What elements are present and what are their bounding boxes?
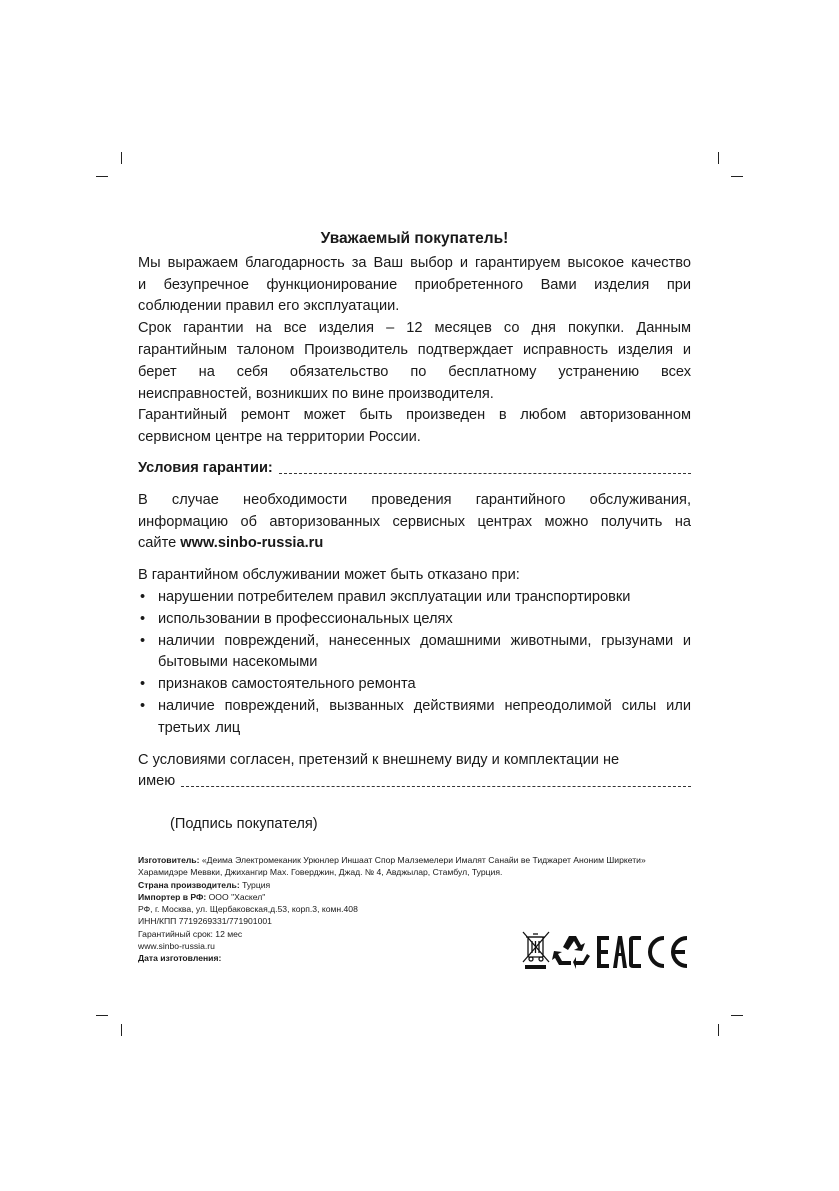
footer-site: www.sinbo-russia.ru <box>138 941 215 952</box>
bullet: • <box>140 632 146 649</box>
recycle-icon <box>552 936 590 969</box>
intro-paragraph-2 <box>138 318 691 405</box>
bullet: • <box>140 676 146 693</box>
conditions-heading-row <box>138 458 691 480</box>
text-line: гарантийным талоном Производитель подтверждает исправность изделия и <box>138 341 691 358</box>
list-item: • использовании в профессиональных целях <box>138 609 691 631</box>
certification-marks <box>521 930 691 974</box>
site-prefix: сайте <box>138 535 177 552</box>
service-site-link[interactable]: www.sinbo-russia.ru <box>180 535 324 552</box>
crop-mark <box>718 1024 719 1036</box>
text-line: информацию об авторизованных сервисных центрах можно получить на <box>138 513 691 530</box>
text-line <box>138 533 691 555</box>
crop-mark <box>96 176 108 177</box>
dashed-leader <box>279 473 691 474</box>
list-item: • наличие повреждений, вызванных действиями непреодолимой силы или третьих лиц <box>140 697 691 736</box>
signature-label: (Подпись покупателя) <box>170 816 318 833</box>
bullet: • <box>140 697 146 714</box>
manufacture-date-label: Дата изготовления: <box>138 953 222 964</box>
text-line: Срок гарантии на все изделия – 12 месяцев со дня покупки. Данным <box>138 320 691 337</box>
importer-info: Импортер в РФ: ООО "Хаскел" <box>138 891 266 902</box>
text-line: сервисном центре на территории России. <box>138 429 421 446</box>
eac-mark-icon <box>597 936 641 968</box>
page-title: Уважаемый покупатель! <box>320 230 509 247</box>
text-line: неисправностей, возникших по вине производителя. <box>138 385 494 402</box>
agreement-signature-row <box>138 771 691 793</box>
warranty-card <box>138 228 691 836</box>
weee-bin-icon <box>523 932 549 969</box>
bullet: • <box>140 588 146 605</box>
agreement-tail: имею <box>138 773 176 790</box>
crop-mark <box>121 152 122 164</box>
manufacturer-info: Изготовитель: «Деима Электромеканик Урюнлер Иншаат Спор Малземелери Ималят Санайи ве Тиджарет Аноним Ширкети» Харамидэре Меввки, Джихангир Мах. Говерджин, Джад. № 4, Авджылар, Стамбул, Турция. <box>138 855 646 878</box>
text-line: соблюдении правил его эксплуатации. <box>138 298 400 315</box>
importer-address: РФ, г. Москва, ул. Щербаковская,д.53, корп.3, комн.408 <box>138 904 358 915</box>
crop-mark <box>718 152 719 164</box>
conditions-heading: Условия гарантии: <box>138 459 273 476</box>
text-line: Мы выражаем благодарность за Ваш выбор и гарантируем высокое качество <box>138 254 691 271</box>
list-item: • наличии повреждений, нанесенных домашними животными, грызунами и бытовыми насекомыми <box>140 632 691 671</box>
text-line: В случае необходимости проведения гарантийного обслуживания, <box>138 491 691 508</box>
crop-mark <box>96 1015 108 1016</box>
text-line: берет на себя обязательство по бесплатному устранению всех <box>138 363 691 380</box>
inn-kpp: ИНН/КПП 7719269331/771901001 <box>138 916 272 927</box>
crop-mark <box>731 1015 743 1016</box>
warranty-term: Гарантийный срок: 12 мес <box>138 928 243 939</box>
crop-mark <box>121 1024 122 1036</box>
refusal-list <box>138 587 691 740</box>
crop-mark <box>731 176 743 177</box>
text-line: Гарантийный ремонт может быть произведен в любом авторизованном <box>138 407 691 424</box>
signature-line[interactable] <box>181 786 691 787</box>
bullet: • <box>140 610 146 627</box>
refusal-intro: В гарантийном обслуживании может быть отказано при: <box>138 567 520 584</box>
list-item: • нарушении потребителем правил эксплуатации или транспортировки <box>138 587 691 609</box>
intro-paragraph-1 <box>138 253 691 318</box>
intro-paragraph-3 <box>138 405 691 449</box>
ce-mark-icon <box>650 938 687 966</box>
list-item: • признаков самостоятельного ремонта <box>138 674 691 696</box>
text-line: и безупречное функционирование приобретенного Вами изделия при <box>138 276 691 293</box>
service-paragraph <box>138 490 691 555</box>
country-info: Страна производитель: Турция <box>138 879 271 890</box>
agreement-line: С условиями согласен, претензий к внешнему виду и комплектации не <box>138 751 620 768</box>
